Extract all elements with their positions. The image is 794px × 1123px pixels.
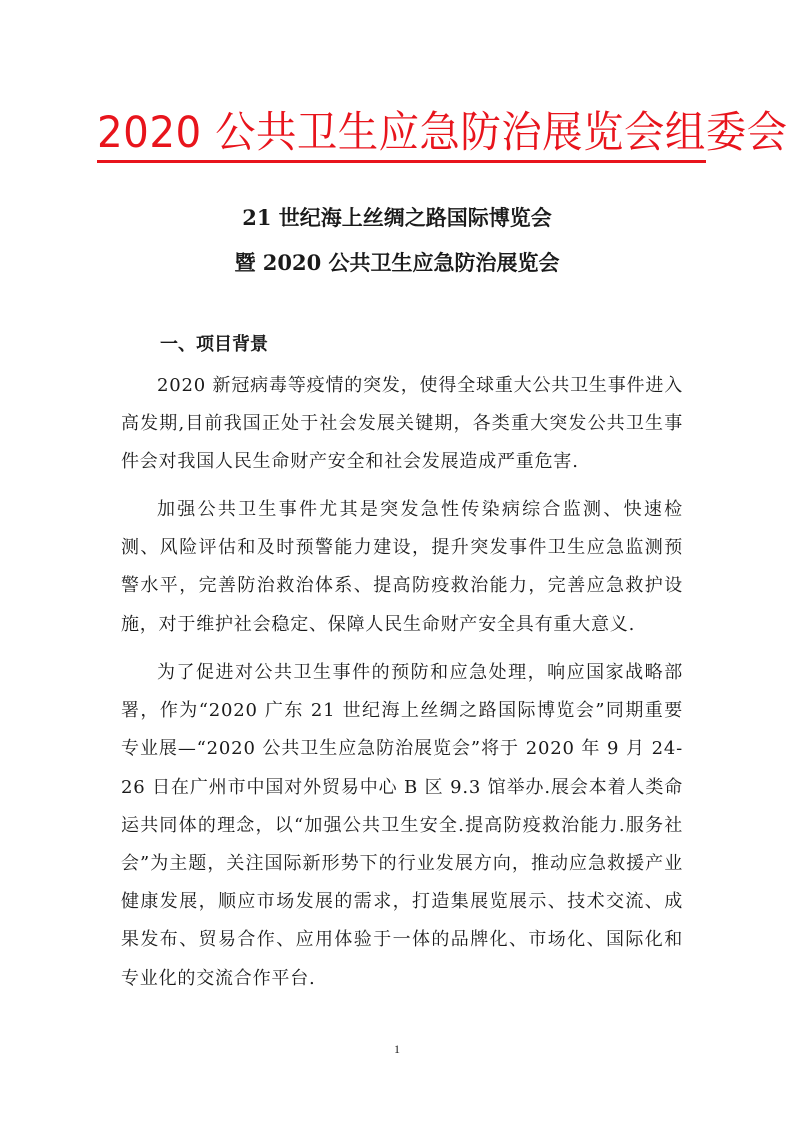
page-number: 1	[394, 1042, 400, 1056]
header-red-rule	[97, 160, 706, 163]
paragraph-2: 加强公共卫生事件尤其是突发急性传染病综合监测、快速检测、风险评估和及时预警能力建设，提升突发事件卫生应急监测预警水平，完善防治救治体系、提高防疫救治能力，完善应急救护设施，对于维护社会稳定、保障人民生命财产安全具有重大意义.	[121, 499, 683, 635]
organizer-header: 2020 公共卫生应急防治展览会组委会	[97, 108, 788, 158]
section-heading: 一、项目背景	[160, 334, 268, 355]
paragraph-1: 2020 新冠病毒等疫情的突发，使得全球重大公共卫生事件进入高发期,目前我国正处于社会发展关键期，各类重大突发公共卫生事件会对我国人民生命财产安全和社会发展造成严重危害.	[121, 375, 683, 473]
paragraph-3: 为了促进对公共卫生事件的预防和应急处理，响应国家战略部署，作为“2020 广东 21 世纪海上丝绸之路国际博览会”同期重要专业展—“2020 公共卫生应急防治展览会”将于 2020 年 9 月 24-26 日在广州市中国对外贸易中心 B 区 9.3 馆举办.展会本着人类命运共同体的理念，以“加强公共卫生安全.提高防疫救治能力.服务社会”为主题，关注国际新形势下的行业发展方向，推动应急救援产业健康发展，顺应市场发展的需求，打造集展览展示、技术交流、成果发布、贸易合作、应用体验于一体的品牌化、市场化、国际化和专业化的交流合作平台.	[121, 662, 683, 989]
document-title-line-2: 暨 2020 公共卫生应急防治展览会	[234, 250, 560, 275]
document-title-line-1: 21 世纪海上丝绸之路国际博览会	[242, 205, 552, 230]
